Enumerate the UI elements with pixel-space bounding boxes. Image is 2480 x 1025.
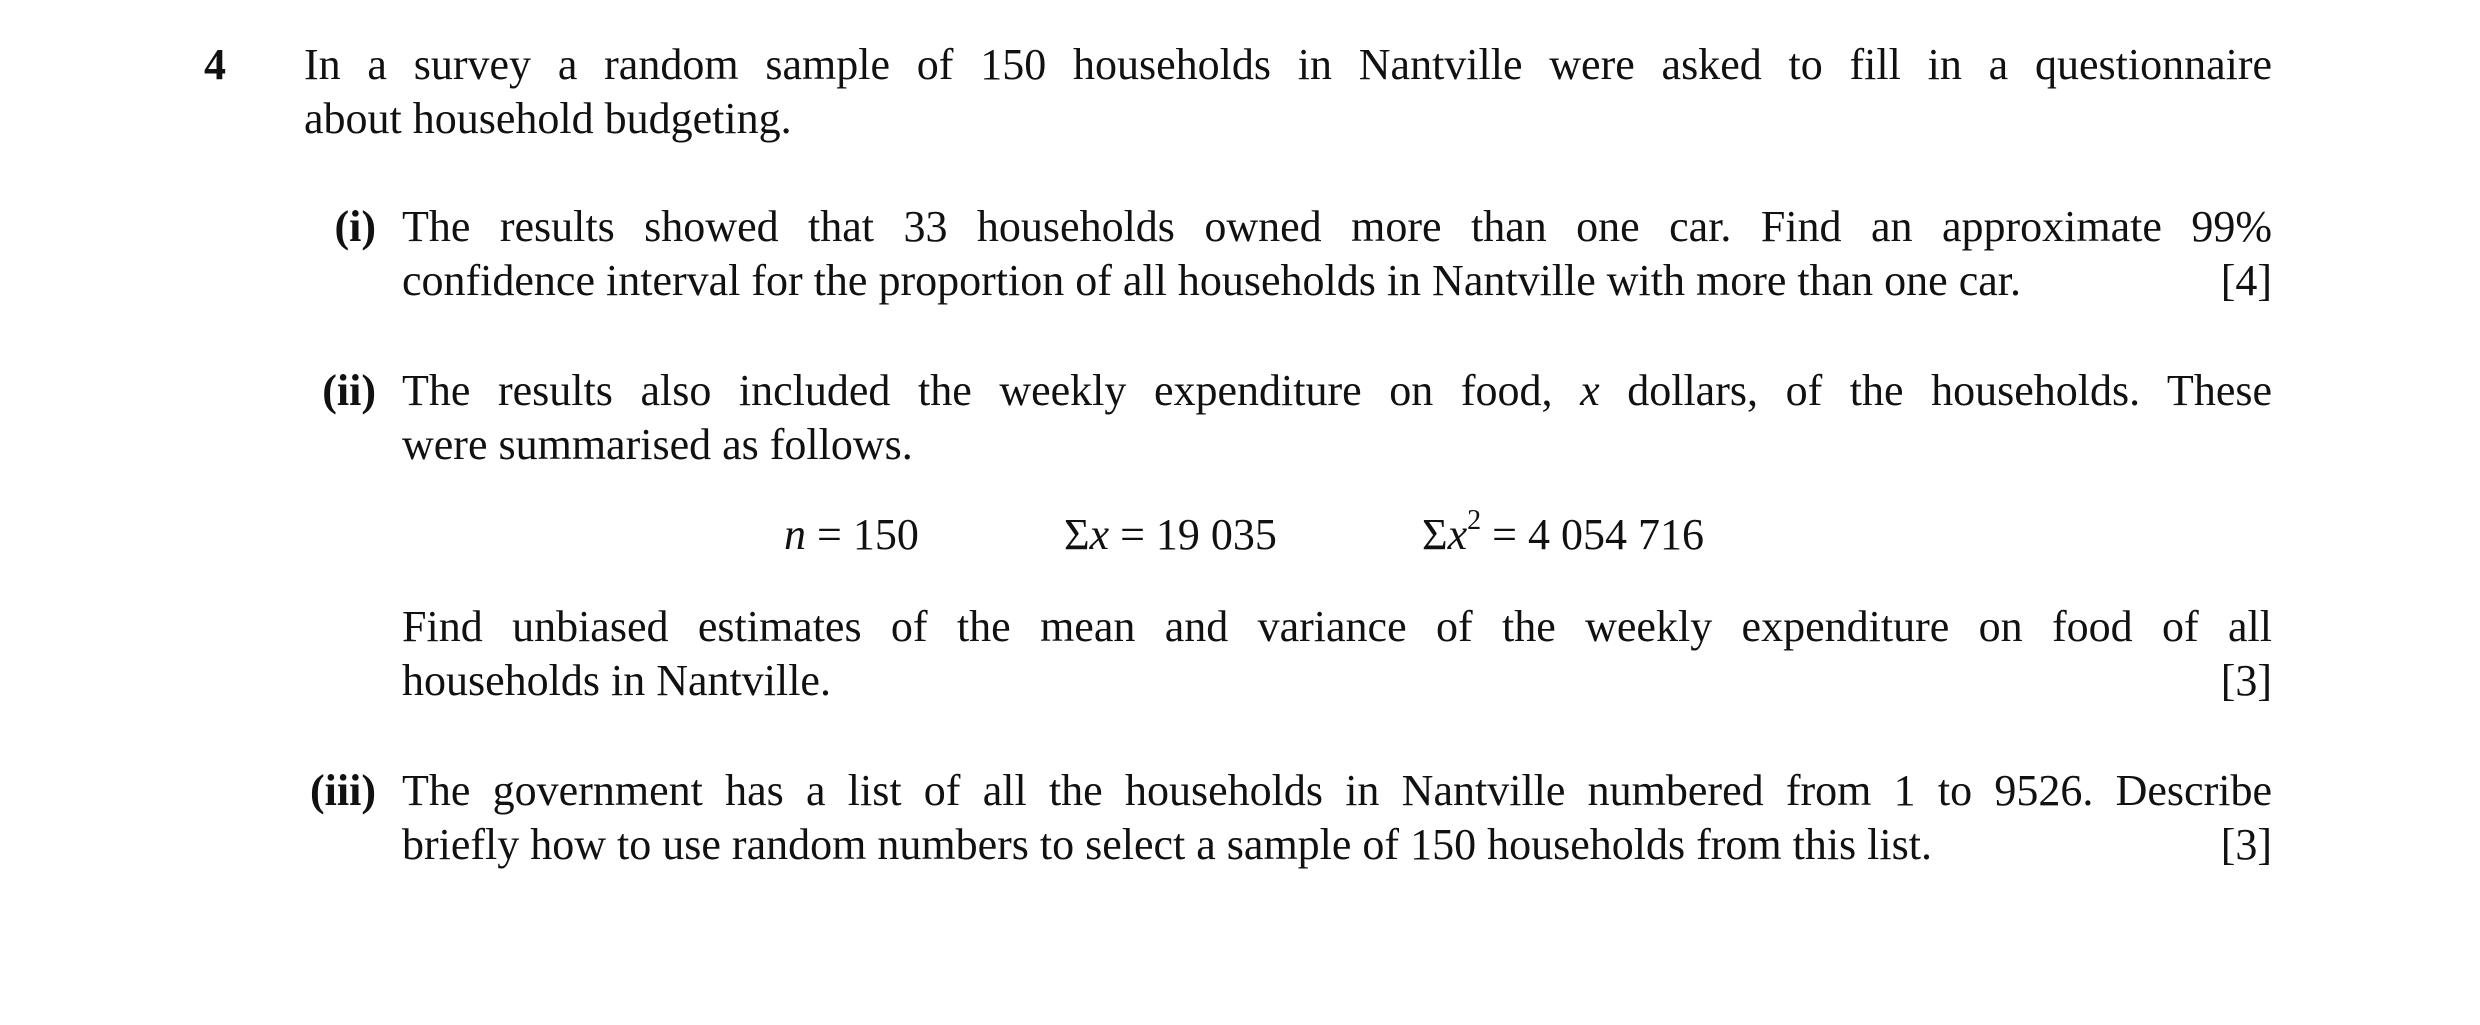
part-ii-line-3: Find unbiased estimates of the mean and variance of the weekly expenditure on food of all [402,602,2272,651]
intro-line-1: In a survey a random sample of 150 households in Nantville were asked to fill in a questionnaire [304,40,2272,89]
part-iii-label: (iii) [310,766,376,815]
part-ii-label: (ii) [322,366,376,415]
question-number: 4 [204,40,226,89]
part-i-marks: [4] [2220,256,2272,305]
part-iii-line-1: The government has a list of all the households in Nantville numbered from 1 to 9526. Describe [402,766,2272,815]
part-ii-line-2: were summarised as follows. [402,420,913,469]
formula-sum-x2 [1422,505,1704,562]
question-intro [304,38,2272,146]
part-i-line-1: The results showed that 33 households owned more than one car. Find an approximate 99% [402,202,2272,251]
part-ii-line-4: households in Nantville. [402,656,831,705]
part-ii-variable: x [1580,366,1600,415]
part-ii-task [402,600,2272,708]
part-iii-line-2: briefly how to use random numbers to select a sample of 150 households from this list. [402,820,1932,869]
formula-sum-x2-exponent: 2 [1467,505,1482,537]
part-ii-line-1-b: dollars, of the households. These [1599,366,2272,415]
part-iii-marks: [3] [2220,820,2272,869]
formula-sum-x2-sigma: Σ [1422,510,1448,559]
part-iii-line-2-row [402,818,2272,872]
formula-n-eq: = 150 [806,510,919,559]
formula-sum-x-sigma: Σ [1063,510,1090,559]
formula-sum-x2-eq: = 4 054 716 [1481,510,1704,559]
part-ii-line-4-row [402,654,2272,708]
part-ii-line-1 [402,364,2272,418]
part-ii-marks: [3] [2220,656,2272,705]
part-i-label: (i) [334,202,376,251]
formula-n [784,508,919,562]
part-i-line-2-row [402,254,2272,308]
formula-sum-x-var: x [1089,510,1110,559]
part-i-text [402,200,2272,308]
part-ii-text [402,364,2272,472]
part-i-line-2: confidence interval for the proportion of all households in Nantville with more than one car. [402,256,2021,305]
summary-formula [784,505,1704,562]
part-iii-text [402,764,2272,872]
intro-line-2: about household budgeting. [304,94,792,143]
part-ii-line-1-a: The results also included the weekly expenditure on food, [402,366,1581,415]
formula-sum-x [1064,508,1277,562]
formula-n-var: n [784,510,806,559]
formula-sum-x-eq: = 19 035 [1109,510,1277,559]
formula-sum-x2-var: x [1447,510,1468,559]
